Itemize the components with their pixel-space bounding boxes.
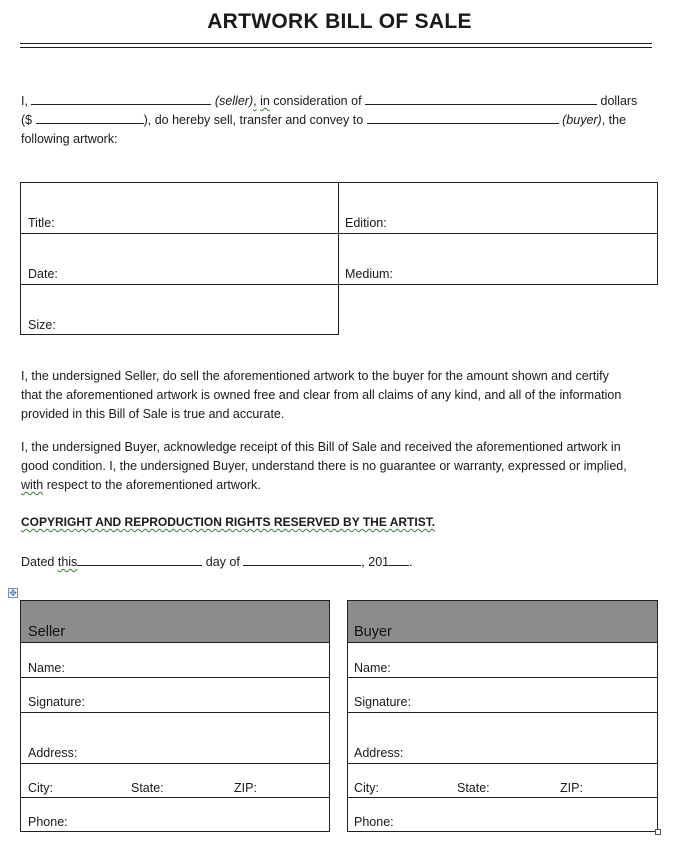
buyer-header-label: Buyer: [354, 624, 392, 640]
seller-address-label[interactable]: Address:: [28, 746, 78, 760]
seller-row-line: [20, 677, 330, 678]
buyer-signature-label[interactable]: Signature:: [354, 695, 411, 709]
intro-text: dollars: [597, 94, 638, 108]
buyer-statement: [21, 438, 651, 495]
buyer-statement-line: I, the undersigned Buyer, acknowledge receipt of this Bill of Sale and received the aforementioned artwork in: [21, 440, 621, 454]
buyer-role-label: (buyer): [562, 113, 602, 127]
seller-row-line: [20, 712, 330, 713]
seller-row-line: [20, 797, 330, 798]
buyer-row-line: [347, 677, 658, 678]
buyer-phone-label[interactable]: Phone:: [354, 815, 394, 829]
intro-text: , the: [601, 113, 627, 127]
buyer-statement-word: with: [21, 478, 44, 492]
seller-state-label[interactable]: State:: [131, 781, 164, 795]
consideration-blank[interactable]: [365, 93, 597, 105]
seller-phone-label[interactable]: Phone:: [28, 815, 68, 829]
intro-line-3: following artwork:: [21, 132, 118, 146]
buyer-statement-word: respect to the aforementioned artwork.: [43, 478, 261, 492]
seller-statement-line: that the aforementioned artwork is owned free and clear from all claims of any kind, and all of the information: [21, 388, 622, 402]
intro-text: ($: [21, 113, 36, 127]
artwork-table-row-line: [20, 233, 658, 234]
seller-table-header: [21, 601, 329, 643]
seller-name-label[interactable]: Name:: [28, 661, 65, 675]
copyright-notice: COPYRIGHT AND REPRODUCTION RIGHTS RESERVED BY THE ARTIST.: [21, 515, 436, 529]
title-rule-top: [20, 43, 652, 44]
month-blank[interactable]: [243, 554, 361, 566]
resize-handle-icon[interactable]: [655, 829, 661, 835]
seller-statement: [21, 367, 651, 424]
intro-text: ), do hereby sell, transfer and convey to: [143, 113, 367, 127]
dated-text: day of: [202, 555, 244, 569]
seller-name-blank[interactable]: [31, 93, 211, 105]
artwork-title-label[interactable]: Title:: [28, 216, 55, 230]
dated-text: .: [409, 555, 413, 569]
seller-role-label: (seller): [214, 94, 254, 108]
dollar-amount-blank[interactable]: [36, 112, 144, 124]
intro-line-1: [21, 93, 637, 108]
buyer-row-line: [347, 712, 658, 713]
buyer-zip-label[interactable]: ZIP:: [560, 781, 583, 795]
seller-statement-line: I, the undersigned Seller, do sell the aforementioned artwork to the buyer for the amount shown and certify: [21, 369, 609, 383]
buyer-name-label[interactable]: Name:: [354, 661, 391, 675]
buyer-address-label[interactable]: Address:: [354, 746, 404, 760]
intro-text: I,: [21, 94, 32, 108]
seller-zip-label[interactable]: ZIP:: [234, 781, 257, 795]
dated-text: Dated: [21, 555, 58, 569]
artwork-edition-label[interactable]: Edition:: [345, 216, 387, 230]
artwork-size-cell: [20, 284, 339, 335]
buyer-row-line: [347, 797, 658, 798]
buyer-city-label[interactable]: City:: [354, 781, 379, 795]
artwork-date-label[interactable]: Date:: [28, 267, 58, 281]
intro-line-2: [21, 112, 626, 127]
intro-text: ,: [253, 94, 257, 108]
dated-text: this: [57, 555, 78, 569]
buyer-statement-line: [21, 476, 651, 495]
artwork-size-label[interactable]: Size:: [28, 318, 56, 332]
seller-header-label: Seller: [28, 624, 66, 640]
intro-text: in: [260, 94, 270, 108]
seller-statement-line: provided in this Bill of Sale is true and accurate.: [21, 407, 285, 421]
title-rule-bottom: [20, 47, 652, 48]
seller-city-label[interactable]: City:: [28, 781, 53, 795]
move-handle-icon[interactable]: ✥: [9, 588, 17, 598]
year-blank[interactable]: [389, 554, 409, 566]
dated-text: , 201: [361, 555, 390, 569]
day-blank[interactable]: [77, 554, 202, 566]
buyer-statement-line: good condition. I, the undersigned Buyer, understand there is no guarantee or warranty, expressed or implied,: [21, 459, 627, 473]
dated-line: [21, 554, 413, 569]
buyer-name-blank[interactable]: [367, 112, 559, 124]
buyer-state-label[interactable]: State:: [457, 781, 490, 795]
intro-text: consideration of: [269, 94, 366, 108]
seller-row-line: [20, 763, 330, 764]
buyer-table-header: [348, 601, 657, 643]
seller-signature-label[interactable]: Signature:: [28, 695, 85, 709]
buyer-row-line: [347, 763, 658, 764]
document-title: ARTWORK BILL OF SALE: [207, 10, 472, 33]
artwork-medium-label[interactable]: Medium:: [345, 267, 393, 281]
